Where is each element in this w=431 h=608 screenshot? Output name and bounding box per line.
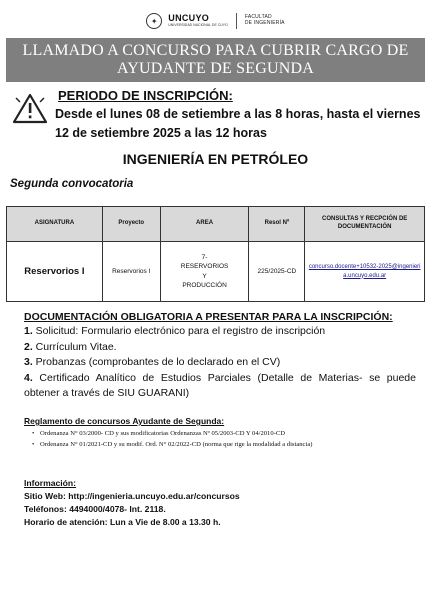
documentation-list [24, 324, 416, 402]
list-item [24, 371, 416, 402]
info-title: Información: [24, 478, 77, 488]
header-proyecto: Proyecto [102, 207, 160, 242]
regulations-list [32, 428, 420, 450]
documentation-title: DOCUMENTACIÓN OBLIGATORIA A PRESENTAR PARA LA INSCRIPCIÓN: [24, 311, 393, 323]
faculty-logo [245, 15, 285, 27]
warning-icon [12, 92, 48, 124]
item-text: Probanzas (comprobantes de lo declarado en el CV) [32, 356, 281, 368]
logo-divider [236, 13, 237, 29]
header-area: AREA [160, 207, 249, 242]
regulations-title: Reglamento de concursos Ayudante de Segunda: [24, 416, 225, 426]
item-number: 3. [24, 356, 33, 368]
cell-area: 7- RESERVORIOS Y PRODUCCIÓN [160, 242, 249, 302]
university-seal-icon: ✦ [146, 13, 162, 29]
table-header-row [7, 207, 425, 242]
header-resol: Resol Nº [249, 207, 305, 242]
list-item [24, 340, 416, 356]
item-number: 4. [24, 371, 33, 384]
list-item: • Ordenanza N° 01/2021-CD y su modif. Ord. N° 02/2022-CD (norma que rige la modalidad a distancia) [32, 439, 420, 450]
info-phones: Teléfonos: 4494000/4078- Int. 2118. [24, 504, 166, 514]
item-number: 2. [24, 340, 33, 353]
contact-info [24, 477, 240, 529]
cell-asignatura: Reservorios I [7, 242, 103, 302]
list-item [24, 355, 416, 371]
cell-resol: 225/2025-CD [249, 242, 305, 302]
item-text: Certificado Analítico de Estudios Parciales (Detalle de Materias- se puede obtener a través de SIU GUARANI) [24, 371, 416, 399]
position-table [6, 206, 425, 302]
cell-contact-email[interactable]: concurso.docente+10532-2025@ingenieria.uncuyo.edu.ar [305, 242, 425, 302]
list-item: • Ordenanza N° 03/2000- CD y sus modificatorias Ordenanzas Nº 05/2003-CD Y 04/2010-CD [32, 428, 420, 439]
university-logo [168, 14, 228, 28]
faculty-line-2: DE INGENIERÍA [244, 20, 285, 26]
university-name: UNCUYO [168, 13, 210, 24]
banner-line-2: AYUDANTE DE SEGUNDA [117, 60, 314, 77]
header-logos [0, 10, 431, 32]
header-consultas: CONSULTAS Y RECPCIÓN DE DOCUMENTACIÓN [305, 207, 425, 242]
info-website[interactable]: Sitio Web: http://ingenieria.uncuyo.edu.ar/concursos [24, 491, 240, 501]
university-subtitle: UNIVERSIDAD NACIONAL DE CUYO [168, 23, 228, 28]
period-text: Desde el lunes 08 de setiembre a las 8 horas, hasta el viernes 12 de setiembre 2025 a las 12 horas [55, 107, 421, 140]
career-title: INGENIERÍA EN PETRÓLEO [122, 151, 309, 167]
item-number: 1. [24, 325, 33, 337]
period-title: PERIODO DE INSCRIPCIÓN: [58, 88, 233, 103]
item-text: Solicitud: Formulario electrónico para el registro de inscripción [32, 325, 326, 337]
convocatoria-label: Segunda convocatoria [10, 178, 134, 190]
cell-proyecto: Reservorios I [102, 242, 160, 302]
item-text: Currículum Vitae. [32, 340, 117, 353]
title-banner [6, 38, 425, 82]
table-row [7, 242, 425, 302]
header-asignatura: ASIGNATURA [7, 207, 103, 242]
banner-line-1: LLAMADO A CONCURSO PARA CUBRIR CARGO DE [22, 42, 409, 59]
faculty-line-1: FACULTAD [244, 14, 272, 21]
list-item [24, 324, 416, 340]
info-hours: Horario de atención: Lun a Vie de 8.00 a 13.30 h. [24, 517, 221, 527]
